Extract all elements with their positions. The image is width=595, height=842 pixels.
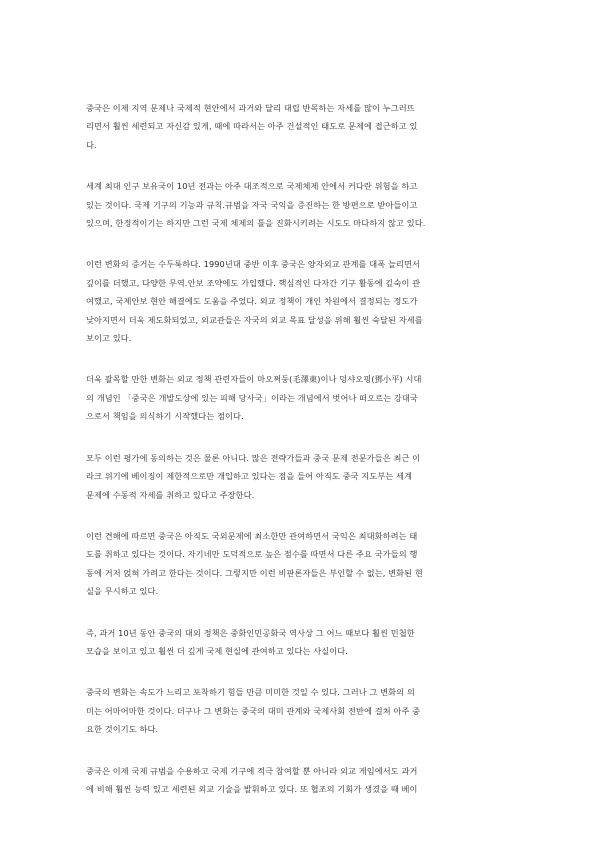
text-line: 중국은 이제 국제 규범을 수용하고 국제 기구에 적극 참여할 뿐 아니라 외교 게임에서도 과거 [86,765,418,776]
text-line: 라크 위기에 베이징이 제한적으로만 개입하고 있다는 점을 들어 아직도 중국 지도부는 세계 [86,471,413,482]
text-line: 다. [86,139,97,150]
document-page [86,99,514,821]
paragraph-9 [86,762,514,799]
text-line: 깊이를 더했고, 다양한 무역.안보 조약에도 가입했다. 핵심적인 다자간 기구 활동에 깊숙이 관 [86,277,421,288]
text-line: 세계 최대 인구 보유국이 10년 전과는 아주 대조적으로 국제체제 안에서 커다란 위험을 하고 [86,181,418,192]
text-line: 낮아지면서 더욱 제도화되었고, 외교관들은 자국의 외교 목표 달성을 위해 훨씬 숙달된 자세를 [86,314,423,325]
paragraph-3 [86,255,514,347]
text-line: 실을 무시하고 있다. [86,586,159,597]
text-line: 모두 이런 평가에 동의하는 것은 물론 아니다. 많은 전략가들과 중국 문제 전문가들은 최근 이 [86,452,421,463]
paragraph-5 [86,449,514,504]
paragraph-4 [86,370,514,425]
text-line: 여했고, 국제안보 현안 해결에도 도움을 주었다. 외교 정책이 개인 차원에서 결정되는 정도가 [86,296,418,307]
paragraph-7 [86,624,514,661]
text-line: 으로서 책임을 의식하기 시작했다는 점이다. [86,411,244,422]
text-line: 모습을 보이고 있고 훨씬 더 깊게 국제 현실에 관여하고 있다는 사실이다. [86,645,348,656]
text-line: 리면서 훨씬 세련되고 자신감 있게, 때에 따라서는 아주 건설적인 태도로 문제에 접근하고 있 [86,121,418,132]
text-line: 중국은 이제 지역 문제나 국제적 현안에서 과거와 달리 대립 반목하는 자세를 많이 누그러뜨 [86,103,415,113]
paragraph-2 [86,177,514,232]
paragraph-1 [86,99,514,154]
text-line: 있는 것이다. 국제 기구의 기능과 규칙.규범을 자국 국익을 증진하는 한 방편으로 받아들이고 [86,199,418,210]
text-line: 미는 어마어마한 것이다. 더구나 그 변화는 중국의 대미 관계와 국제사회 전반에 걸쳐 아주 중 [86,705,421,716]
text-line: 도를 취하고 있다는 것이다. 자기네만 도덕적으로 높은 점수를 따면서 다른 주요 국가들의 행 [86,549,418,560]
text-line: 이런 변화의 증거는 수두룩하다. 1990년대 중반 이후 중국은 양자외교 관계를 대폭 늘리면서 [86,259,420,270]
text-line: 의 개념인 「중국은 개발도상에 있는 피해 당사국」이라는 개념에서 벗어나 떠오르는 강대국 [86,392,418,403]
text-line: 요한 것이기도 하다. [86,724,159,735]
text-line: 에 비해 훨씬 능력 있고 세련된 외교 기술을 발휘하고 있다. 또 협조의 기회가 생겼을 때 베이 [86,783,418,794]
text-line: 이런 견해에 따르면 중국은 아직도 국외문제에 최소한만 관여하면서 국익은 최대화하려는 태 [86,530,418,541]
paragraph-6 [86,527,514,601]
text-line: 더욱 괄목할 만한 변화는 외교 정책 관련자들이 마오쩌둥(毛澤東)이나 덩샤오핑(鄧小平) 시대 [86,374,422,385]
text-line: 문제에 수동적 자세를 취하고 있다고 주장한다. [86,489,255,500]
text-line: 보이고 있다. [86,333,132,344]
paragraph-8 [86,683,514,738]
text-line: 동에 거저 얹혀 가려고 한다는 것이다. 그렇지만 이런 비판론자들은 부인할 수 없는, 변화된 현 [86,567,423,578]
text-line: 즉, 과거 10년 동안 중국의 대외 정책은 중화인민공화국 역사상 그 어느 때보다 훨씬 민첩한 [86,627,415,638]
text-line: 중국의 변화는 속도가 느리고 포착하기 힘들 만큼 미미한 것일 수 있다. 그러나 그 변화의 의 [86,687,415,698]
text-line: 있으며, 한정적이기는 하지만 그런 국제 체제의 틀을 진화시키려는 시도도 마다하지 않고 있다. [86,218,426,229]
